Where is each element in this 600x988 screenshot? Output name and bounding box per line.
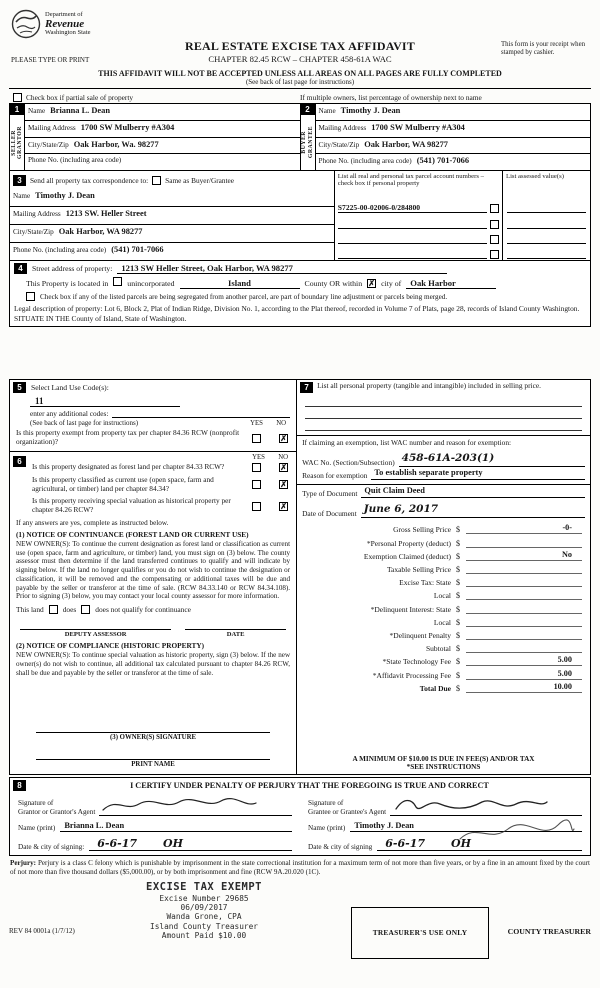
street-address-row [14, 263, 586, 274]
tax-row-personal-deduct [297, 534, 590, 547]
dollar-sign: $ [455, 525, 460, 535]
tax-value-field[interactable] [466, 603, 582, 614]
unincorporated-checkbox[interactable] [113, 277, 122, 286]
corr-csz-field[interactable]: Oak Harbor, WA 98277 [58, 227, 143, 236]
multiple-owners-label: If multiple owners, list percentage of ownership next to name [300, 92, 482, 102]
grantor-date-label: Date & city of signing: [18, 843, 85, 852]
grantee-signature-of-label: Signature of [308, 798, 344, 807]
assessed-value-field-3[interactable] [507, 234, 586, 244]
date-handwritten-value: June 6, 2017 [363, 503, 439, 516]
city-of-label: city of [381, 279, 402, 288]
form-footer [9, 881, 591, 969]
tax-value-field[interactable] [466, 537, 582, 548]
seller-side-band [10, 104, 25, 170]
dollar-sign: $ [455, 578, 460, 588]
parcel-personal-checkbox-3[interactable] [490, 235, 499, 244]
personal-property-line-3[interactable] [305, 419, 582, 431]
grantee-date-label: Date & city of signing [308, 843, 373, 852]
notice-continuance-title: (1) NOTICE OF CONTINUANCE (FOREST LAND OR CURRENT USE) [16, 529, 249, 539]
dollar-sign: $ [455, 670, 460, 680]
tax-label: Gross Selling Price [393, 525, 451, 535]
personal-property-line-2[interactable] [305, 407, 582, 419]
partial-sale-checkbox[interactable] [13, 93, 22, 102]
deputy-date-label: DATE [226, 631, 245, 639]
deputy-assessor-row [10, 614, 296, 638]
tax-row-gross [297, 521, 590, 534]
same-as-buyer-label: Same as Buyer/Grantee [165, 175, 235, 185]
seller-name-label: Name [28, 107, 46, 115]
treasurer-use-label: TREASURER'S USE ONLY [372, 928, 468, 938]
assessed-value-row-1 [503, 199, 590, 214]
correspondence-header [10, 171, 334, 189]
reason-field[interactable]: To establish separate property [371, 468, 585, 480]
grantor-date-handwritten: 6-6-17 [97, 837, 138, 851]
legal-description-row [14, 304, 586, 313]
receipt-note: This form is your receipt when stamped by cashier. [501, 41, 585, 56]
grantor-signature-of-label: Signature of [18, 798, 54, 807]
parcel-row-4 [335, 245, 502, 260]
type-of-document-field[interactable]: Quit Claim Deed [361, 486, 585, 498]
grantee-name-field[interactable]: Timothy J. Dean [350, 821, 582, 832]
seller-name-row [25, 104, 300, 121]
send-correspondence-label: Send all property tax correspondence to: [30, 175, 149, 185]
corr-name-label: Name [13, 192, 31, 200]
this-land-label: This land [16, 605, 44, 615]
forest-land-question: Is this property designated as forest land per chapter 84.33 RCW? [32, 461, 225, 471]
buyer-mailing-row [316, 121, 591, 138]
grantee-signature-column [300, 791, 590, 851]
middle-columns [9, 379, 591, 775]
unincorporated-label: unincorporated [127, 279, 175, 288]
tax-row-exemption-deduct [297, 548, 590, 561]
parcel-personal-checkbox-2[interactable] [490, 220, 499, 229]
tax-value-field[interactable]: 10.00 [466, 682, 582, 693]
tax-label: Local [433, 591, 451, 601]
grantee-date-row [308, 837, 582, 851]
form-chapter-line: CHAPTER 82.45 RCW – CHAPTER 458-61A WAC [208, 54, 392, 64]
grantee-signature-scribble [390, 795, 550, 815]
dor-logo-icon [11, 9, 41, 39]
treasurer-use-box [351, 907, 489, 959]
completion-warning: THIS AFFIDAVIT WILL NOT BE ACCEPTED UNLESS ALL AREAS ON ALL PAGES ARE FULLY COMPLETED [98, 69, 502, 78]
please-type-note: PLEASE TYPE OR PRINT [11, 56, 90, 64]
reason-row [297, 467, 590, 480]
grantor-date-row [18, 837, 292, 851]
county-field[interactable]: Island [180, 278, 300, 289]
exemption-claim-label: If claiming an exemption, list WAC number and reason for exemption: [302, 438, 512, 448]
assessed-value-row-4 [503, 245, 590, 260]
corr-mailing-row [10, 207, 334, 225]
stamp-amount-paid: Amount Paid $10.00 [161, 930, 247, 940]
grantor-agent-label: Grantor or Grantor's Agent [18, 807, 96, 816]
owners-signature-stack [36, 721, 270, 741]
dollar-sign: $ [455, 538, 460, 548]
parcel-numbers-header: List all real and personal tax parcel account numbers – check box if personal property [337, 173, 484, 188]
assessed-values-header: List assessed value(s) [505, 173, 564, 180]
seller-csz-label: City/State/Zip [28, 140, 69, 149]
parcel-personal-checkbox-4[interactable] [490, 250, 499, 259]
parcel-number-field-2[interactable] [338, 219, 487, 229]
buyer-name-row [316, 104, 591, 121]
land-qualify-row [10, 601, 296, 614]
grantor-name-print-label: Name (print) [18, 824, 56, 833]
tax-value-field[interactable] [466, 589, 582, 600]
if-yes-note: If any answers are yes, complete as instructed below. [16, 518, 169, 527]
seller-mailing-field[interactable]: 1700 SW Mulberry #A304 [80, 122, 175, 132]
deputy-assessor-signature-line[interactable] [20, 620, 171, 630]
buyer-vertical-label-1: BUYER [301, 131, 307, 154]
county-or-within-label: County OR within [304, 279, 363, 288]
segregated-checkbox[interactable] [26, 292, 35, 301]
stamp-exempt-line: EXCISE TAX EXEMPT [146, 880, 262, 893]
same-as-buyer-checkbox[interactable] [152, 176, 161, 185]
corr-csz-label: City/State/Zip [13, 228, 54, 236]
dor-logo-text [45, 12, 91, 36]
corr-mailing-label: Mailing Address [13, 210, 61, 218]
dollar-sign: $ [455, 604, 460, 614]
corr-phone-row [10, 243, 334, 260]
grantor-signature-field[interactable] [99, 794, 292, 816]
additional-codes-label: enter any additional codes: [30, 409, 109, 419]
deputy-date-line[interactable] [185, 620, 286, 630]
grantee-signature-row [308, 794, 582, 816]
assessed-value-row-3 [503, 230, 590, 245]
grantor-signature-scribble [99, 795, 259, 815]
treasurer-stamp [119, 881, 289, 940]
assessed-value-row-2 [503, 214, 590, 229]
partial-sale-label: Check box if partial sale of property [26, 92, 134, 102]
grantor-signature-row [18, 794, 292, 816]
seller-phone-row [25, 154, 300, 170]
tax-label: *State Technology Fee [382, 657, 451, 667]
wac-field[interactable] [399, 448, 585, 467]
corr-phone-field[interactable]: (541) 701-7066 [111, 245, 164, 254]
print-name-label: PRINT NAME [131, 761, 175, 769]
certification-header [10, 778, 590, 791]
dollar-sign: $ [455, 551, 460, 561]
legal-description-field[interactable]: Lot 6, Block 2, Plat of Indian Ridge, Division No. 1, according to the Plat thereof, recorded in Volume 7 of Plats, page 28, records of Island County Washington. [104, 304, 580, 313]
city-field[interactable]: Oak Harbor [406, 278, 496, 289]
seller-csz-field[interactable]: Oak Harbor, Wa. 98277 [73, 139, 159, 149]
notice-compliance-title: (2) NOTICE OF COMPLIANCE (HISTORIC PROPERTY) [16, 641, 205, 651]
dollar-sign: $ [455, 591, 460, 601]
section-3-number: 3 [13, 175, 26, 186]
owners-signature-line[interactable] [36, 721, 270, 733]
type-of-document-row [297, 485, 590, 498]
section-1-number: 1 [10, 104, 24, 115]
section-4-number: 4 [14, 263, 27, 274]
notice-continuance-body: NEW OWNER(S): To continue the current designation as forest land or classification as current use (open space, farm and agriculture, or timber) land, you must sign on (3) below. The county assessor must then determine if the land transferred continues to qualify and will indicate by signing below. If the land no longer qualifies or you do not wish to continue the designation or classification, it will be removed and the compensating or additional taxes will be due and payable by the seller or transferor at the time of sale. (RCW 84.33.140 or RCW 84.34.108). Prior to signing (3) below, you may contact your local county assessor for more information. [16, 539, 291, 601]
legal-description-label: Legal description of property: [14, 304, 103, 313]
section-2-number: 2 [301, 104, 315, 115]
perjury-body: Perjury is a class C felony which is punishable by imprisonment in the state correctional institution for a maximum term of not more than five years, or by a fine in an amount fixed by the court of not more than five thousand dollars ($5,000.00), or by both imprisonment and fine (RCW 9A.20.020 (1C). [10, 859, 590, 877]
print-name-stack [36, 748, 270, 768]
tax-row-total-due [297, 680, 590, 693]
tax-row-delinquent-interest-local [297, 614, 590, 627]
land-use-label: Select Land Use Code(s): [31, 383, 109, 393]
tax-row-excise-local [297, 587, 590, 600]
parcel-row-3 [335, 230, 502, 245]
section-7-number: 7 [300, 382, 313, 393]
tax-row-delinquent-penalty [297, 627, 590, 640]
reason-label: Reason for exemption [302, 471, 368, 481]
buyer-phone-field[interactable]: (541) 701-7066 [416, 156, 470, 166]
seller-mailing-row [25, 121, 300, 138]
form-header [9, 5, 591, 69]
form-revision-number: REV 84 0001a (1/7/12) [9, 926, 75, 935]
tax-label: Taxable Selling Price [386, 565, 451, 574]
section-8-number: 8 [13, 780, 26, 791]
grantor-date-field[interactable] [89, 837, 292, 851]
tax-label: Exemption Claimed (deduct) [363, 551, 451, 561]
buyer-box [301, 103, 592, 171]
tax-row-affidavit-processing-fee [297, 666, 590, 679]
forest-land-question-row [26, 461, 296, 474]
parcel-number-field-3[interactable] [338, 234, 487, 244]
tax-label: *Delinquent Penalty [389, 630, 451, 640]
corr-name-row [10, 189, 334, 207]
tax-value-field[interactable]: -0- [466, 523, 582, 534]
grantee-name-print-label: Name (print) [308, 824, 346, 833]
exempt-yes-checkbox[interactable] [252, 434, 261, 443]
current-use-yes-checkbox[interactable] [252, 480, 261, 489]
parties-section [9, 103, 591, 171]
personal-property-label: List all personal property (tangible and intangible) included in selling price. [317, 381, 541, 391]
dollar-sign: $ [455, 644, 460, 654]
section-6-classification [9, 452, 297, 776]
minimum-due-note: A MINIMUM OF $10.00 IS DUE IN FEE(S) AND/OR TAX [352, 755, 535, 764]
dollar-sign: $ [455, 657, 460, 667]
buyer-phone-row [316, 154, 591, 170]
land-use-code-field[interactable]: 11 [30, 396, 180, 407]
tax-label: Excise Tax: State [399, 578, 451, 588]
street-address-label: Street address of property: [32, 264, 113, 273]
located-in-label: This Property is located in [26, 279, 109, 288]
buyer-mailing-field[interactable]: 1700 SW Mulberry #A304 [371, 122, 465, 132]
see-back-yn-row [10, 418, 296, 427]
nonprofit-exempt-question-row [10, 427, 296, 449]
tax-value-field[interactable] [466, 629, 582, 640]
corr-name-field[interactable]: Timothy J. Dean [35, 191, 95, 200]
street-address-field[interactable]: 1213 SW Heller Street, Oak Harbor, WA 98277 [117, 263, 447, 274]
tax-label: *Personal Property (deduct) [366, 538, 451, 548]
tax-value-field[interactable] [466, 563, 582, 574]
city-checkbox[interactable]: ✗ [368, 279, 375, 288]
form-title: REAL ESTATE EXCISE TAX AFFIDAVIT [184, 39, 416, 53]
grantor-name-row [18, 821, 292, 832]
section-7-selling-price [297, 379, 591, 775]
type-of-document-label: Type of Document [302, 489, 358, 499]
current-use-question-row [26, 474, 296, 496]
notice-compliance-body: NEW OWNER(S): To continue special valuation as historic property, sign (3) below. If the new owner(s) do not wish to continue, all additional tax calculated pursuant to chapter 84.26 RCW, shall be due and payable by the seller or transferor at the time of sale. [16, 651, 291, 677]
assessed-value-field-4[interactable] [507, 249, 586, 259]
current-use-question: Is this property classified as current use (open space, farm and agricultural, or timber) land per chapter 84.34? [32, 474, 214, 493]
buyer-vertical-label-2: GRANTEE [307, 126, 314, 159]
tax-row-state-technology-fee [297, 653, 590, 666]
seller-mailing-label: Mailing Address [28, 123, 76, 132]
segregated-label: Check box if any of the listed parcels are being segregated from another parcel, are part of boundary line adjustment or parcels being merged. [40, 292, 448, 301]
grantor-signature-column [10, 791, 300, 851]
parcel-number-field-1[interactable]: S7225-00-02006-0/284800 [338, 203, 487, 213]
print-name-line[interactable] [36, 748, 270, 760]
s5-no-label: NO [276, 420, 287, 428]
logo-revenue-line: Revenue [45, 17, 85, 30]
tax-value-field[interactable]: 5.00 [466, 669, 582, 680]
historic-question-row [26, 495, 296, 517]
parcel-number-field-4[interactable] [338, 249, 487, 259]
tax-value-field[interactable]: No [466, 550, 582, 561]
s6-yesno-header [26, 454, 296, 461]
owners-signature-label: (3) OWNER(S) SIGNATURE [110, 734, 197, 742]
seller-vertical-label-2: GRANTOR [17, 125, 23, 160]
see-back-note: (See back of last page for instructions) [245, 78, 355, 86]
dollar-sign: $ [455, 630, 460, 640]
s5-see-back-note: (See back of last page for instructions) [30, 419, 139, 428]
located-in-row [14, 277, 586, 289]
tax-label: *Delinquent Interest: State [370, 604, 451, 614]
grantee-agent-label: Grantee or Grantee's Agent [308, 807, 387, 816]
tax-value-field[interactable] [466, 616, 582, 627]
current-use-no-checkbox[interactable]: ✗ [280, 480, 287, 489]
county-treasurer-label: COUNTY TREASURER [507, 926, 591, 936]
assessed-value-field-1[interactable] [507, 203, 586, 213]
tax-label: Subtotal [425, 644, 451, 654]
personal-property-header [297, 380, 590, 395]
buyer-name-field[interactable]: Timothy J. Dean [340, 106, 401, 115]
seller-csz-row [25, 138, 300, 155]
forest-no-checkbox[interactable]: ✗ [280, 462, 287, 472]
tax-label: Local [433, 617, 451, 627]
historic-question: Is this property receiving special valuation as historical property per chapter 84.26 RCW? [32, 496, 231, 514]
header-divider [9, 88, 591, 89]
corr-mailing-field[interactable]: 1213 SW. Heller Street [65, 209, 147, 218]
s5-yes-label: YES [250, 420, 263, 428]
grantee-date-handwritten: 6-6-17 [385, 837, 426, 851]
section-5-land-use [9, 379, 297, 452]
certify-statement: I CERTIFY UNDER PENALTY OF PERJURY THAT THE FOREGOING IS TRUE AND CORRECT [130, 781, 489, 791]
tax-row-excise-state [297, 574, 590, 587]
blank-gap [9, 327, 591, 379]
grantor-name-field[interactable]: Brianna L. Dean [60, 821, 292, 832]
assessed-value-field-2[interactable] [507, 219, 586, 229]
dollar-sign: $ [455, 565, 460, 574]
stamp-treasurer-title: Island County Treasurer [150, 921, 258, 931]
seller-name-field[interactable]: Brianna L. Dean [50, 106, 110, 115]
see-instructions-note: *SEE INSTRUCTIONS [406, 763, 481, 772]
wac-label: WAC No. (Section/Subsection) [302, 458, 395, 468]
stamp-date: 06/09/2017 [180, 902, 228, 912]
wac-row [297, 447, 590, 467]
section-5-number: 5 [13, 382, 26, 393]
buyer-mailing-label: Mailing Address [318, 123, 367, 132]
grantee-date-field[interactable] [377, 837, 582, 851]
land-use-header [10, 380, 296, 393]
wac-handwritten-value: 458-61A-203(1) [401, 452, 495, 465]
section-4-property [9, 261, 591, 327]
logo-state-line: Washington State [45, 28, 91, 36]
personal-property-line-1[interactable] [305, 395, 582, 407]
buyer-side-band [301, 104, 316, 170]
partial-sale-row [9, 91, 591, 103]
corr-csz-row [10, 225, 334, 243]
perjury-lead: Perjury: [10, 859, 36, 868]
historic-yes-checkbox[interactable] [252, 502, 261, 511]
historic-no-checkbox[interactable]: ✗ [280, 501, 287, 511]
tax-computation [297, 521, 590, 692]
parcel-row-2 [335, 214, 502, 229]
tax-value-field[interactable] [466, 576, 582, 587]
deputy-assessor-label: DEPUTY ASSESSOR [64, 631, 127, 639]
buyer-csz-row [316, 138, 591, 155]
land-does-not-checkbox[interactable] [81, 605, 90, 614]
logo-dept-line: Department of [45, 11, 83, 18]
tax-label: *Affidavit Processing Fee [372, 670, 451, 680]
parcel-row-1 [335, 199, 502, 214]
tax-label: Total Due [419, 683, 451, 693]
segregated-row [14, 292, 586, 301]
grantee-signature-field[interactable] [390, 794, 582, 816]
grantee-city-handwritten: OH [451, 837, 472, 851]
tax-row-subtotal [297, 640, 590, 653]
buyer-csz-label: City/State/Zip [318, 140, 360, 149]
dollar-sign: $ [455, 683, 460, 693]
seller-vertical-label-1: SELLER [10, 129, 17, 156]
buyer-name-label: Name [318, 107, 336, 115]
section-6-number: 6 [13, 456, 26, 467]
seller-phone-label: Phone No. (including area code) [28, 156, 122, 165]
date-of-document-row [297, 498, 590, 518]
does-not-label: does not qualify for continuance [95, 605, 191, 615]
parcel-personal-checkbox-1[interactable] [490, 204, 499, 213]
corr-phone-label: Phone No. (including area code) [13, 246, 107, 254]
tax-value-field[interactable] [466, 642, 582, 653]
s6-yes-label: YES [252, 453, 265, 461]
stamp-treasurer-name: Wanda Grone, CPA [166, 912, 242, 922]
forest-yes-checkbox[interactable] [252, 463, 261, 472]
date-of-document-field[interactable] [361, 499, 585, 518]
s6-no-label: NO [278, 453, 289, 461]
perjury-paragraph [9, 859, 591, 877]
land-does-checkbox[interactable] [49, 605, 58, 614]
dor-logo [11, 9, 91, 39]
section-8-certification [9, 777, 591, 856]
dollar-sign: $ [455, 617, 460, 627]
additional-codes-field[interactable] [112, 409, 290, 418]
section-3-correspondence [9, 171, 591, 261]
additional-codes-row [10, 407, 296, 418]
stamp-excise-number: Excise Number 29685 [159, 893, 249, 903]
date-of-document-label: Date of Document [302, 509, 357, 519]
tax-value-field[interactable]: 5.00 [466, 655, 582, 666]
buyer-phone-label: Phone No. (including area code) [318, 157, 412, 166]
situate-line: SITUATE IN THE County of Island, State of Washington. [14, 314, 187, 324]
nonprofit-exempt-question: Is this property exempt from property tax per chapter 84.36 RCW (nonprofit organization)? [16, 428, 240, 446]
grantee-name-row [308, 821, 582, 832]
tax-row-delinquent-interest-state [297, 600, 590, 613]
grantor-city-handwritten: OH [163, 837, 184, 851]
does-label: does [62, 605, 77, 615]
exempt-no-checkbox[interactable]: ✗ [280, 433, 287, 443]
tax-row-taxable [297, 561, 590, 574]
buyer-csz-field[interactable]: Oak Harbor, WA 98277 [364, 139, 448, 149]
seller-box [9, 103, 301, 171]
